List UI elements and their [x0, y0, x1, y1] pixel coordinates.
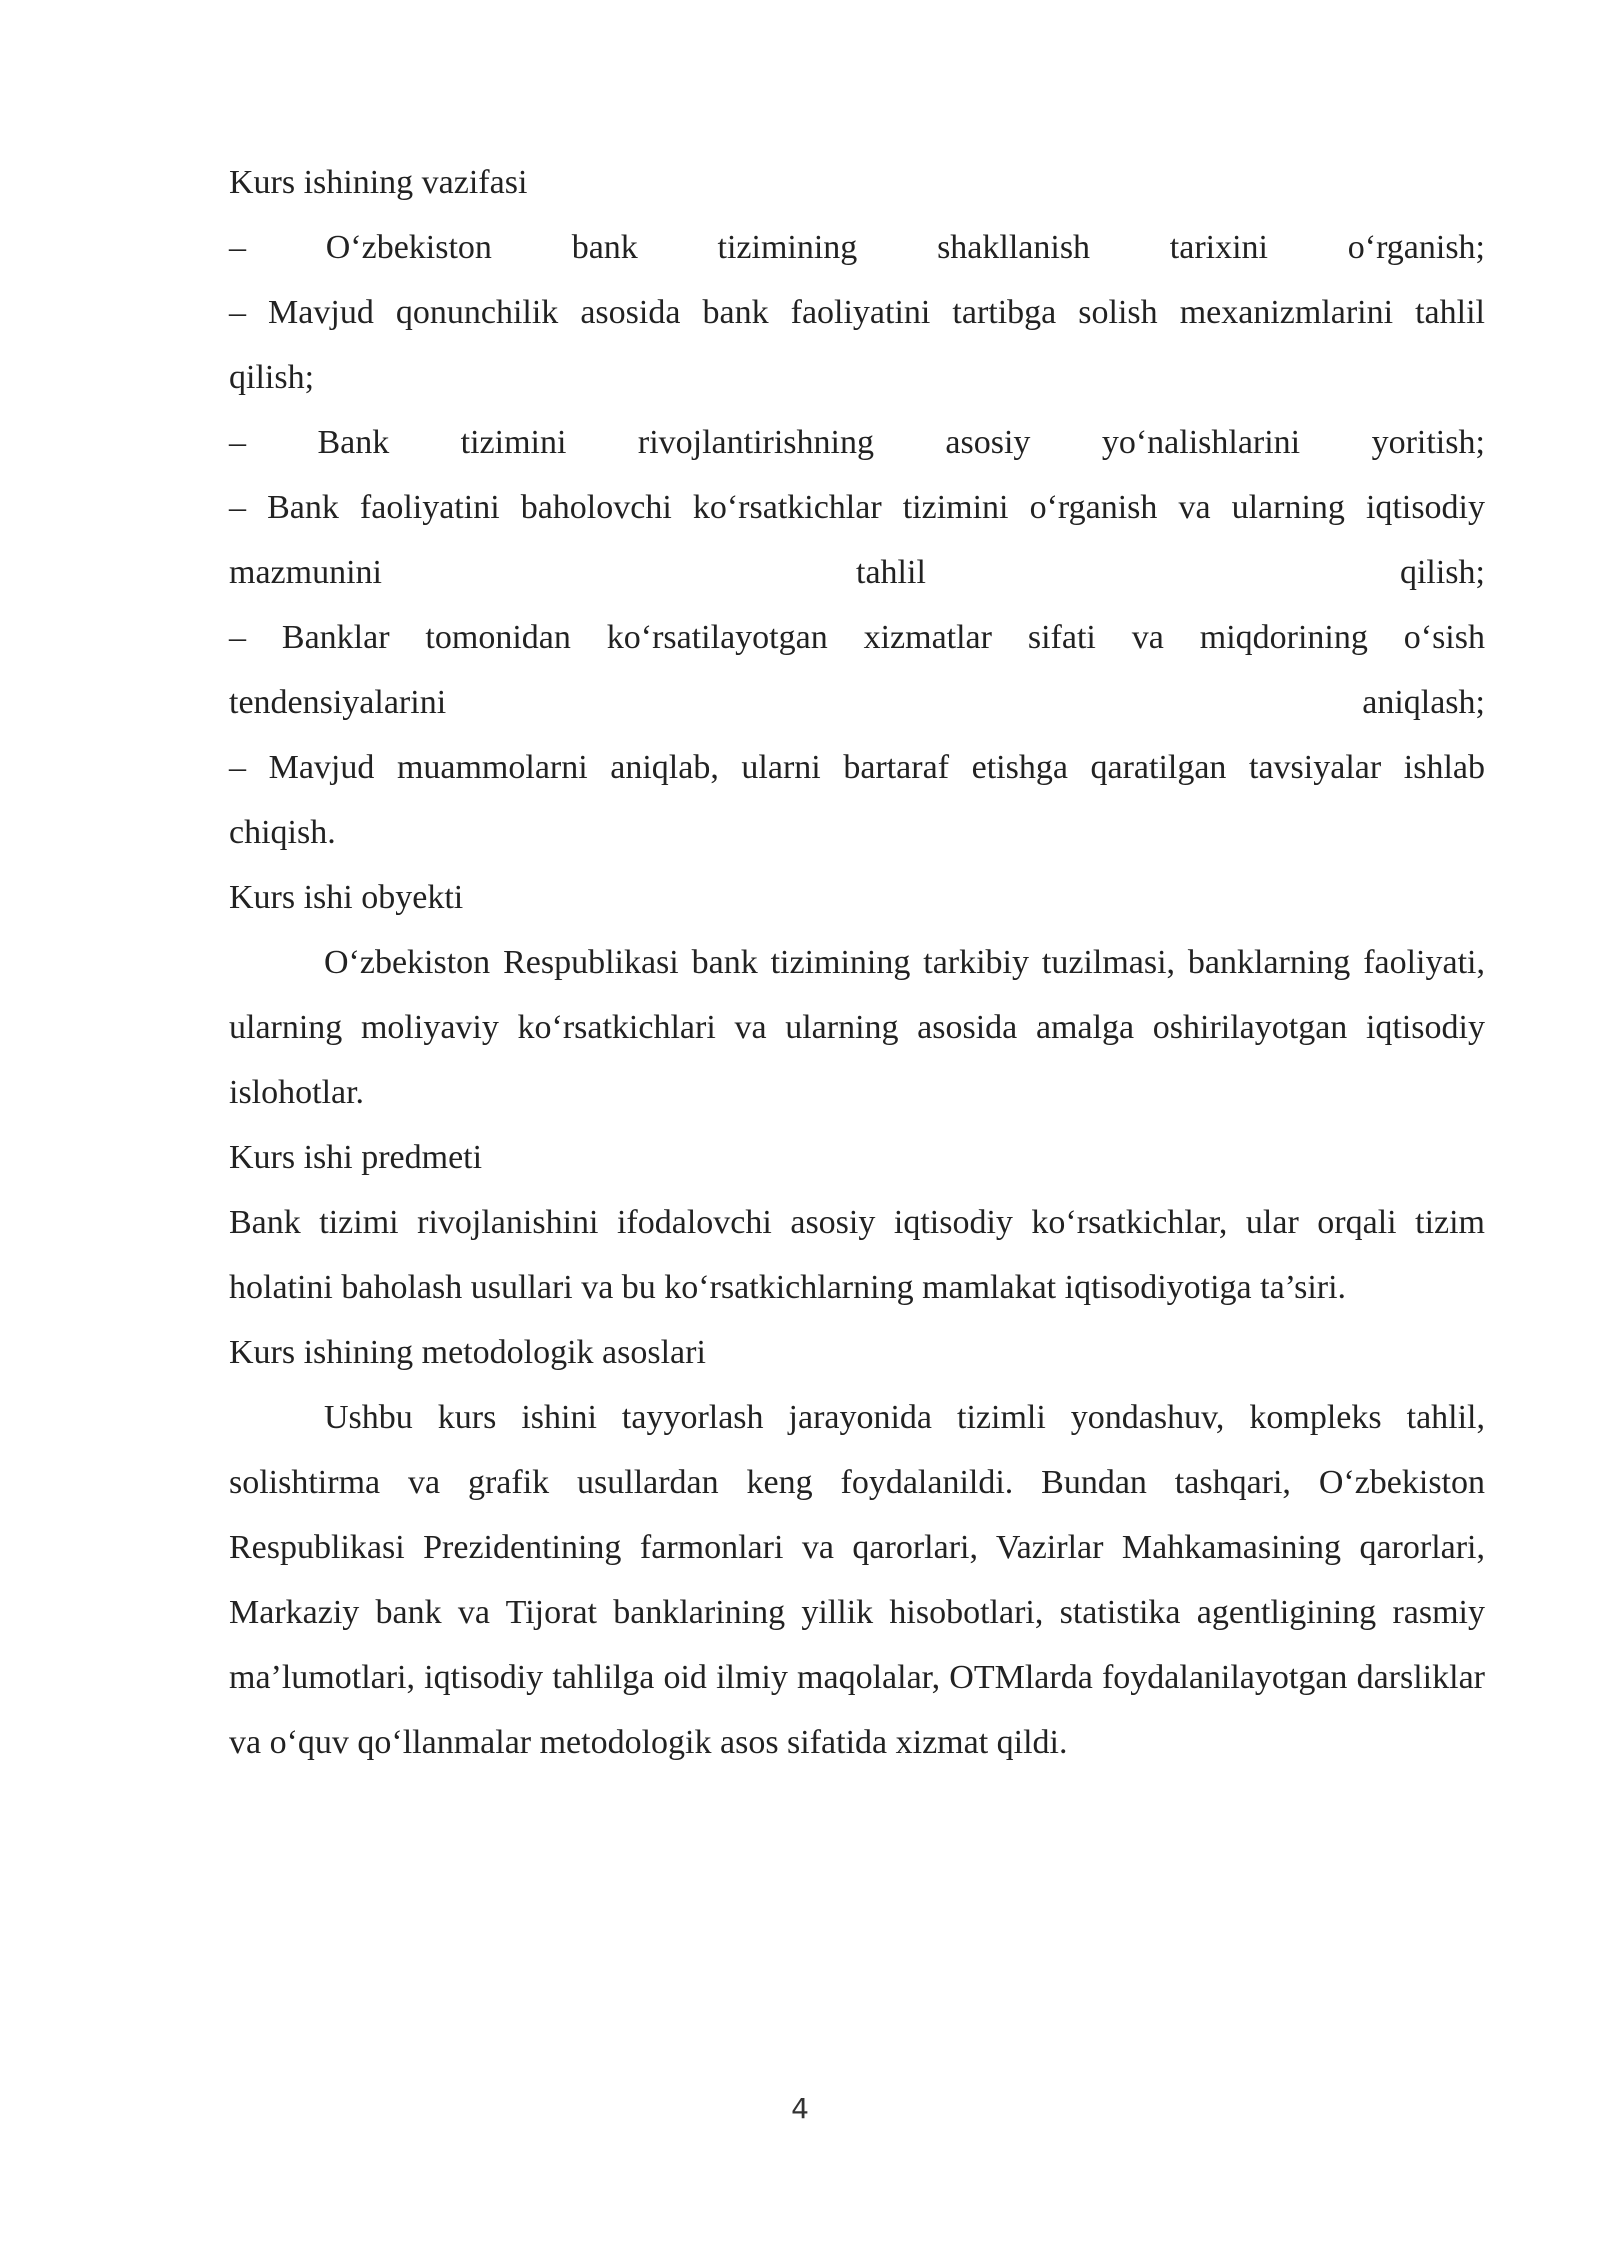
methodology-paragraph: Ushbu kurs ishini tayyorlash jarayonida tizimli yondashuv, kompleks tahlil, solishtirma va grafik usullardan keng foydalanildi. Bundan tashqari, O‘zbekiston Respublikasi Prezidentining farmonlari va qarorlari, Vazirlar Mahkamasining qarorlari, Markaziy bank va Tijorat banklarining yillik hisobotlari, statistika agentligining rasmiy ma’lumotlari, iqtisodiy tahlilga oid ilmiy maqolalar, OTMlarda foydalanilayotgan darsliklar va o‘quv qo‘llanmalar metodologik asos sifatida xizmat qildi. [229, 1399, 1485, 1761]
task-item-4: – Bank faoliyatini baholovchi ko‘rsatkichlar tizimini o‘rganish va ularning iqtisodiy [229, 489, 1485, 526]
task-item-2: – Mavjud qonunchilik asosida bank faoliyatini tartibga solish mexanizmlarini tahlil [229, 294, 1485, 331]
methodology-heading: Kurs ishining metodologik asoslari [229, 1334, 706, 1371]
tasks-heading: Kurs ishining vazifasi [229, 164, 528, 201]
task-item-3: – Bank tizimini rivojlantirishning asosiy yo‘nalishlarini yoritish; [229, 424, 1485, 461]
task-item-4-cont: mazmunini tahlil qilish; [229, 554, 1485, 591]
document-page [229, 150, 1485, 1775]
task-item-6-cont: chiqish. [229, 814, 336, 851]
task-item-5: – Banklar tomonidan ko‘rsatilayotgan xizmatlar sifati va miqdorining o‘sish [229, 619, 1485, 656]
task-item-5-cont: tendensiyalarini aniqlash; [229, 684, 1485, 721]
task-item-1: – O‘zbekiston bank tizimining shakllanish tarixini o‘rganish; [229, 229, 1485, 266]
subject-heading: Kurs ishi predmeti [229, 1139, 483, 1176]
object-paragraph: O‘zbekiston Respublikasi bank tizimining tarkibiy tuzilmasi, banklarning faoliyati, ularning moliyaviy ko‘rsatkichlari va ularning asosida amalga oshirilayotgan iqtisodiy islohotlar. [229, 944, 1485, 1111]
object-heading: Kurs ishi obyekti [229, 879, 464, 916]
task-item-2-cont: qilish; [229, 359, 315, 396]
subject-paragraph: Bank tizimi rivojlanishini ifodalovchi asosiy iqtisodiy ko‘rsatkichlar, ular orqali tizim holatini baholash usullari va bu ko‘rsatkichlarning mamlakat iqtisodiyotiga ta’siri. [229, 1204, 1485, 1306]
page-number: 4 [791, 2092, 809, 2125]
task-item-6: – Mavjud muammolarni aniqlab, ularni bartaraf etishga qaratilgan tavsiyalar ishlab [229, 749, 1485, 786]
